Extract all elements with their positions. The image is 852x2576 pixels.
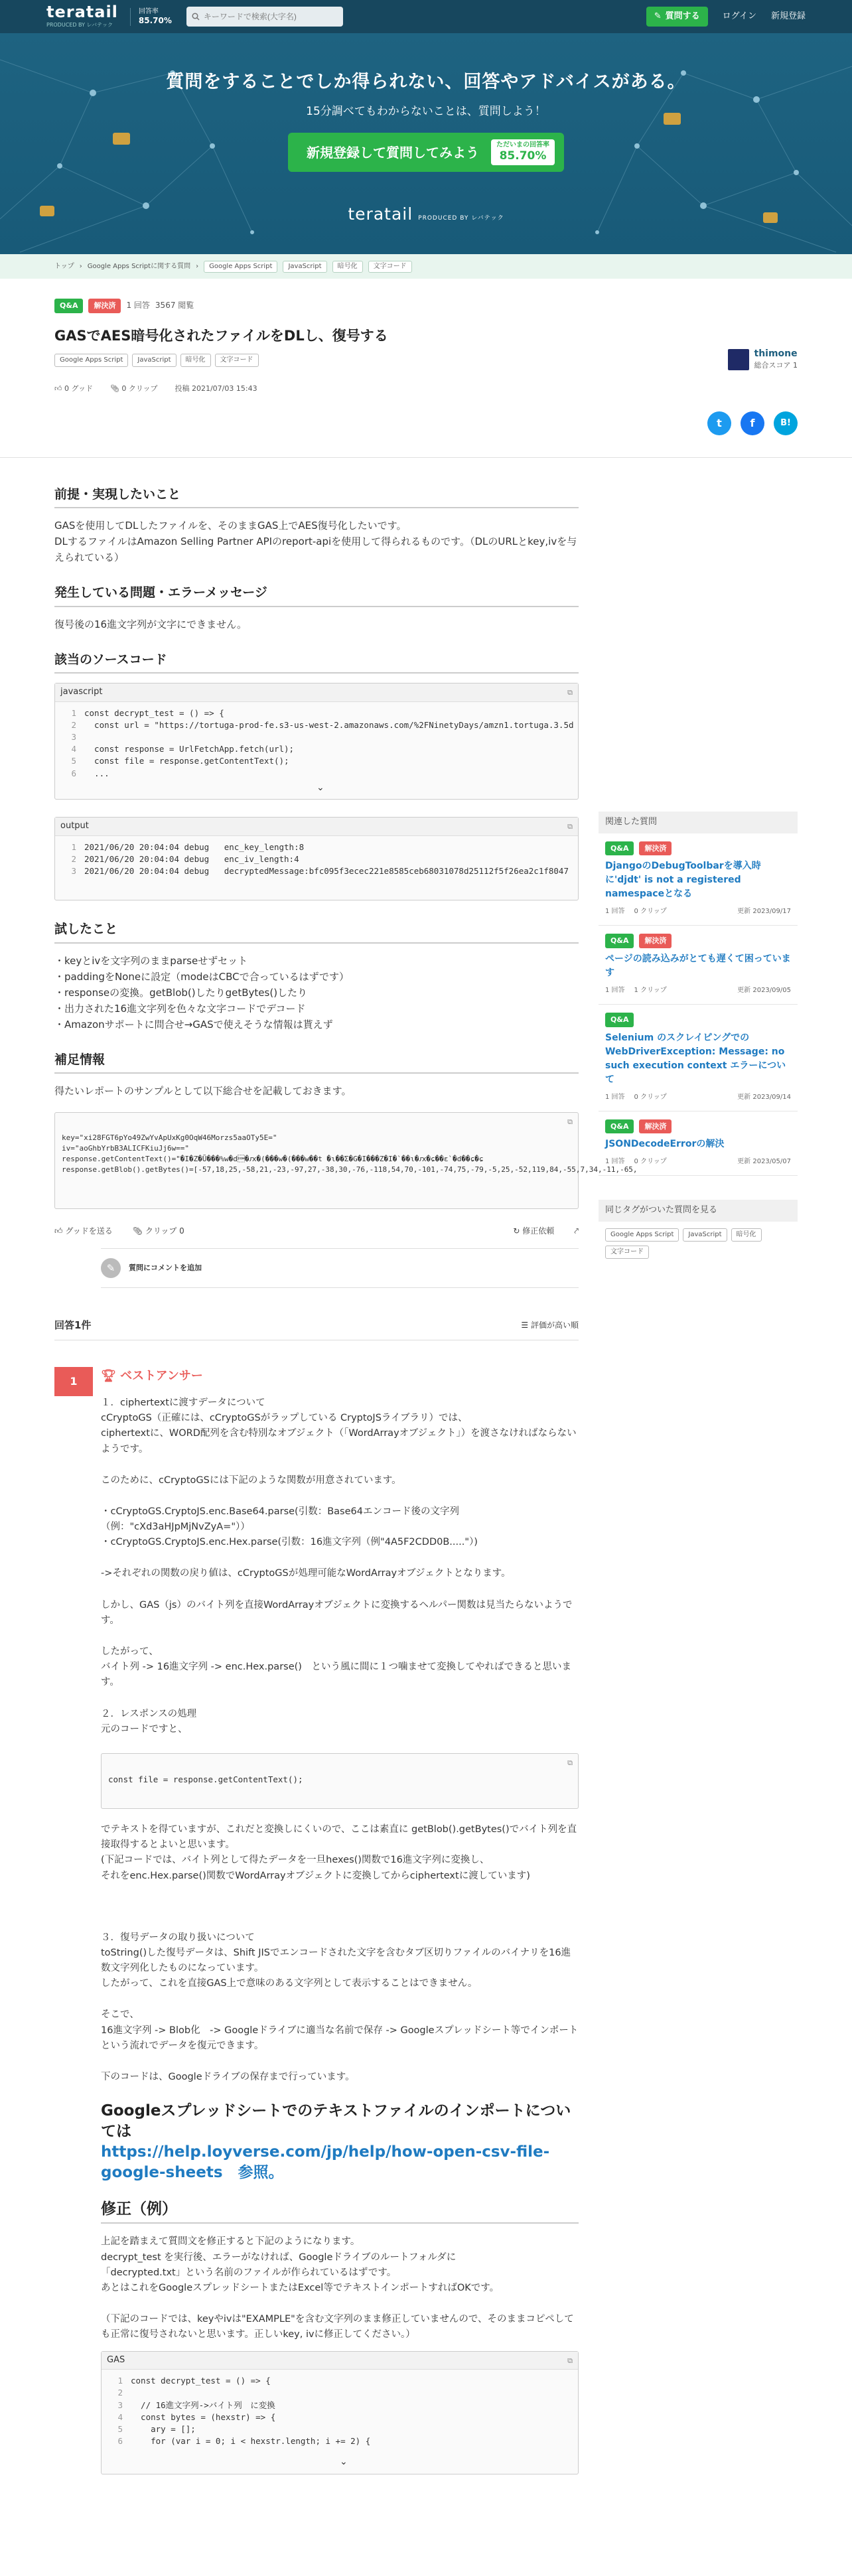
chevron-right-icon: › <box>79 262 82 270</box>
answer-text: しかし、GAS（js）のバイト列を直接WordArrayオブジェクトに変換するヘルパー関数は見当たらないようです。 <box>101 1599 573 1626</box>
related-question-title[interactable]: ページの読み込みがとても遅くて困っています <box>605 953 791 978</box>
copy-icon[interactable]: ⧉ <box>567 2356 573 2365</box>
solved-badge: 解決済 <box>88 299 121 313</box>
related-date: 更新 2023/09/14 <box>737 1093 791 1101</box>
answer-text: 下のコードは、Googleドライブの保存まで行っています。 <box>101 2072 355 2082</box>
qa-badge: Q&A <box>605 1119 634 1134</box>
question-header <box>0 279 852 458</box>
tag-link[interactable]: Google Apps Script <box>605 1228 679 1242</box>
breadcrumb-tag[interactable]: Google Apps Script <box>204 261 277 273</box>
send-good-button[interactable]: 👍︎ グッドを送る <box>54 1226 113 1236</box>
tag-link[interactable]: 文字コード <box>605 1246 649 1259</box>
view-count: 3567 閲覧 <box>155 301 194 311</box>
cta-rate-value: 85.70% <box>499 149 547 163</box>
code-line: for (var i = 0; i < hexstr.length; i += 2) { <box>131 2435 371 2446</box>
hero-brand-name: teratail <box>348 204 413 224</box>
related-question-title[interactable]: Selenium のスクレイピングでの WebDriverException: Message: no such execution context エラーについて <box>605 1032 786 1085</box>
breadcrumb <box>0 254 852 279</box>
tag-link[interactable]: 文字コード <box>215 354 259 367</box>
code-content: 1 const decrypt_test = () => { 2 const url = "https://tortuga-prod-fe.s3-us-west-2.amazonaws.com/%2FNinetyDays/amzn1.tortuga.3.5d 3 4 const response = UrlFetchApp.fetch(url); 5 const file = response.getContentText(); 6 ... <box>71 707 574 778</box>
code-line: ... <box>84 768 109 778</box>
signup-link[interactable]: 新規登録 <box>770 11 806 21</box>
site-logo[interactable] <box>46 4 118 30</box>
good-button[interactable] <box>54 383 93 395</box>
author-score: 総合スコア 1 <box>754 360 798 370</box>
clip-button[interactable] <box>110 383 158 395</box>
code-language: output <box>55 818 578 836</box>
sort-label: 評価が高い順 <box>530 1320 579 1330</box>
answer-text: という流れでデータを復元できます。 <box>101 2040 264 2051</box>
answer-text: ->それぞれの関数の戻り値は、cCryptoGSが処理可能なWordArrayオブジェクトとなります。 <box>101 1568 511 1579</box>
best-answer-text: ベストアンサー <box>120 1369 203 1384</box>
answer-text: 元のコードですと、 <box>101 1723 188 1735</box>
breadcrumb-tag[interactable]: 暗号化 <box>332 261 363 273</box>
answer-text: でテキストを得ていますが、これだと変換しにくいので、ここは素直に getBlob().getBytes()でバイト列を直接取得するとよいと思います。 <box>101 1824 577 1851</box>
expand-chevron-icon[interactable]: ⌄ <box>317 782 324 793</box>
code-line: const url = "https://tortuga-prod-fe.s3-us-west-2.amazonaws.com/%2FNinetyDays/amzn1.tortuga.3.5d <box>84 720 574 731</box>
answer-text: (下記コードでは、バイト列として得たデータを一旦hexes()関数で16進文字列に変換し、 <box>101 1855 490 1866</box>
body-text: 得たいレポートのサンプルとして以下総合せを記載しておきます。 <box>54 1084 352 1097</box>
code-line: const response = UrlFetchApp.fetch(url); <box>84 744 295 754</box>
answer-text: したがって、これを直接GAS上で意味のある文字列として表示することはできません。 <box>101 1978 478 1989</box>
list-item: ・出力された16進文字列を色々な文字コードでデコード <box>54 1002 306 1015</box>
code-line: response.getBlob().getBytes()=[-57,18,25,-58,21,-23,-97,27,-38,30,-76,-118,54,70,-101,-74,75,-79,-5,25,-52,119,84,-55,7,34,-11,-65, <box>62 1165 638 1174</box>
answers-header <box>54 1317 579 1340</box>
related-clips: 0 クリップ <box>634 1093 667 1101</box>
related-questions-heading: 関連した質問 <box>599 812 798 833</box>
send-good-label: グッドを送る <box>65 1226 113 1236</box>
related-answers: 1 回答 <box>605 908 625 916</box>
code-block <box>101 2351 579 2474</box>
answer-text: あとはこれをGoogleスプレッドシートまたはExcel等でテキストインポートすればOKです。 <box>101 2282 500 2293</box>
related-clips: 0 クリップ <box>634 908 667 916</box>
logo-text: teratail <box>46 2 118 21</box>
author-name: thimone <box>754 348 798 359</box>
section-heading: 補足情報 <box>54 1050 579 1074</box>
tag-link[interactable]: JavaScript <box>132 354 176 367</box>
answer-count: 1 回答 <box>126 301 150 311</box>
sidebar <box>599 812 798 1265</box>
related-question[interactable] <box>599 1111 798 1177</box>
qa-badge: Q&A <box>54 299 83 313</box>
answer-text: そこで、 <box>101 2009 139 2021</box>
clip-button[interactable]: 📎︎ クリップ 0 <box>132 1226 184 1236</box>
breadcrumb-top[interactable]: トップ <box>54 262 74 270</box>
best-answer-label <box>101 1367 579 1386</box>
body-text: DLするファイルはAmazon Selling Partner APIのreport-apiを使用して得られるものです。（DLのURLとkey,ivを与えられている） <box>54 536 577 564</box>
code-line: const decrypt_test = () => { <box>84 707 224 718</box>
avatar <box>728 349 749 370</box>
related-answers: 1 回答 <box>605 986 625 994</box>
related-clips: 1 クリップ <box>634 986 667 994</box>
answer-text: それをenc.Hex.parse()関数でWordArrayオブジェクトに変換してからciphertextに渡しています) <box>101 1870 530 1881</box>
answer-text: したがって、 <box>101 1646 159 1657</box>
code-line: 2021/06/20 20:04:04 debug decryptedMessage:bfc095f3ecec221e8585ceb68031078d25112f5f26ea2c1f8047 <box>84 866 569 877</box>
code-language: javascript <box>55 683 578 702</box>
add-comment-row[interactable] <box>101 1248 579 1288</box>
logo-sub: PRODUCED BY レバテック <box>46 21 113 28</box>
thumbs-up-icon: 👍︎ <box>54 384 64 394</box>
answer-text: 「decrypted.txt」という名前のファイルが作られているはずです。 <box>101 2267 397 2278</box>
code-language: GAS <box>102 2352 578 2370</box>
body-text: GASを使用してDLしたファイルを、そのままGAS上でAES復号化したいです。 <box>54 520 407 532</box>
question-actions <box>54 1225 579 1238</box>
code-line: const file = response.getContentText(); <box>84 756 289 766</box>
answer-text: 16進文字列 -> Blob化 -> Googleドライブに適当な名前で保存 -> Googleスプレッドシート等でインポート <box>101 2025 579 2036</box>
hero-brand-sub: PRODUCED BY レバテック <box>418 214 504 222</box>
share-icon[interactable]: ⤤ <box>574 1226 579 1236</box>
section-heading: 前提・実現したいこと <box>54 484 579 508</box>
posted-date: 投稿 2021/07/03 15:43 <box>175 384 257 394</box>
solved-badge: 解決済 <box>639 1119 672 1134</box>
related-date: 更新 2023/09/17 <box>737 908 791 916</box>
related-date: 更新 2023/05/07 <box>737 1158 791 1166</box>
trophy-icon: 🏆︎ <box>101 1369 121 1384</box>
copy-icon[interactable]: ⧉ <box>567 822 573 831</box>
import-help-link[interactable]: https://help.loyverse.com/jp/help/how-open-csv-file-google-sheets <box>101 2143 550 2182</box>
expand-chevron-icon[interactable]: ⌄ <box>340 2457 348 2468</box>
breadcrumb-tag[interactable]: 文字コード <box>368 261 412 273</box>
code-line: 2021/06/20 20:04:04 debug enc_key_length:8 <box>84 841 305 852</box>
answers-count: 回答1件 <box>54 1319 92 1332</box>
answer-rate-label: 回答率 <box>138 7 159 15</box>
add-comment-label: 質問にコメントを追加 <box>129 1263 202 1273</box>
code-content: 1 const decrypt_test = () => { 2 3 // 16進文字列->バイト列 に変換 4 const bytes = (hexstr) => { 5 ary = []; 6 for (var i = 0; i < hexstr.length; i += 2) { <box>117 2376 371 2446</box>
code-content: 1 2021/06/20 20:04:04 debug enc_key_length:8 2 2021/06/20 20:04:04 debug enc_iv_length:4 3 2021/06/20 20:04:04 debug decryptedMessage:bfc095f3ecec221e8585ceb68031078d25112f5f26ea2c1f8047 <box>71 841 569 877</box>
code-line: const decrypt_test = () => { <box>131 2376 271 2386</box>
code-line: response.getContentText()="�I�Z�Ũ���%w�d�ԕ�(���w�(���w��t �ɩ��Ʃ�G�I���Z�I�`��ɩ�ԕ�ɕ��ɛ`�d��ɕ�ɕ <box>62 1154 484 1163</box>
hatena-bookmark-icon[interactable]: B! <box>774 411 798 435</box>
list-item: ・keyとivを文字列のままparseせずセット <box>54 954 248 967</box>
answer-rate-value: 85.70% <box>138 15 172 25</box>
hero-title: 質問をすることでしか得られない、回答やアドバイスがある。 <box>166 72 686 92</box>
content-area <box>0 458 852 2576</box>
tag-link[interactable]: Google Apps Script <box>54 354 128 367</box>
best-answer <box>54 1367 579 2474</box>
answer-text: （例："cXd3aHJpMjNvZyA="）） <box>101 1522 250 1533</box>
code-line: 2021/06/20 20:04:04 debug enc_iv_length:4 <box>84 854 299 865</box>
tag-link[interactable]: 暗号化 <box>180 354 211 367</box>
related-question[interactable] <box>599 833 798 926</box>
qa-badge: Q&A <box>605 841 634 856</box>
search-box <box>186 7 343 27</box>
twitter-icon[interactable]: t <box>707 411 731 435</box>
answer-text: このために、cCryptoGSには下記のような関数が用意されています。 <box>101 1474 401 1486</box>
qa-badge: Q&A <box>605 934 634 948</box>
section-heading: 試したこと <box>54 919 579 943</box>
answer-text: バイト列 -> 16進文字列 -> enc.Hex.parse() という風に間に１つ噛ませて変換してやればできると思います。 <box>101 1662 571 1688</box>
list-item: ・Amazonサポートに問合せ→GASで使えそうな情報は貰えず <box>54 1018 333 1031</box>
related-date: 更新 2023/09/05 <box>737 986 791 994</box>
related-question-title[interactable]: DjangoのDebugToolbarを導入時に'djdt' is not a registered namespaceとなる <box>605 861 761 900</box>
search-icon <box>192 13 200 21</box>
ask-question-button[interactable] <box>646 7 708 27</box>
pencil-icon: ✎ <box>654 11 662 21</box>
related-answers: 1 回答 <box>605 1093 625 1101</box>
code-block <box>101 1753 579 1809</box>
answer-rate <box>130 8 172 26</box>
cta-answer-rate <box>491 139 555 165</box>
answer-text: toString()した復号データは、Shift JISでエンコードされた文字を含むタブ区切りファイルのバイナリを16進数文字列化したものになっています。 <box>101 1947 571 1974</box>
list-item: ・paddingをNoneに設定（modeはCBCで合っているはずです） <box>54 970 350 983</box>
solved-badge: 解決済 <box>639 841 672 856</box>
cta-rate-label: ただいまの回答率 <box>496 141 549 149</box>
paperclip-icon: 📎︎ <box>109 384 122 394</box>
code-line: key="xi28FGT6pYo49ZwYvApUxKg0OqW46Morzs5aaOTy5E=" <box>62 1133 277 1142</box>
signup-cta-button[interactable] <box>288 133 564 171</box>
answer-heading: 修正（例） <box>101 2199 579 2224</box>
answer-heading-text: Googleスプレッドシートでのテキストファイルのインポートについては <box>101 2102 571 2141</box>
login-link[interactable]: ログイン <box>722 11 756 21</box>
code-block <box>54 817 579 900</box>
question-tags <box>54 354 798 367</box>
chevron-right-icon: › <box>196 262 199 270</box>
qa-badge: Q&A <box>605 1013 634 1027</box>
section-heading: 該当のソースコード <box>54 650 579 674</box>
search-input[interactable] <box>204 12 336 21</box>
code-line: iv="aoGhbYrbB3ALICFKiuJj6w==" <box>62 1143 190 1153</box>
answer-text: decrypt_test を実行後、エラーがなければ、Googleドライブのルートフォルダに <box>101 2252 457 2263</box>
related-question[interactable] <box>599 1005 798 1111</box>
answer-text: ・cCryptoGS.CryptoJS.enc.Base64.parse(引数：Base64エンコード後の文字列 <box>101 1506 459 1517</box>
answer-text: 上記を踏まえて質問文を修正すると下記のようになります。 <box>101 2236 360 2248</box>
same-tag-list <box>599 1222 798 1265</box>
body-text: 復号後の16進文字列が文字にできません。 <box>54 618 247 630</box>
hero-subtitle: 15分調べてもわからないことは、質問しよう！ <box>306 105 546 119</box>
clip-count: 0 クリップ <box>121 384 158 394</box>
top-navbar <box>0 0 852 33</box>
import-link-suffix: 参照。 <box>222 2164 284 2182</box>
related-clips: 0 クリップ <box>634 1158 667 1166</box>
edit-request-button[interactable]: ↻ 修正依頼 <box>513 1226 555 1236</box>
pencil-icon: ✎ <box>101 1258 121 1278</box>
code-content: const file = response.getContentText(); <box>108 1774 303 1784</box>
question-author[interactable] <box>728 348 798 371</box>
copy-icon[interactable]: ⧉ <box>567 1758 573 1767</box>
copy-icon[interactable]: ⧉ <box>567 688 573 697</box>
solved-badge: 解決済 <box>639 934 672 948</box>
tag-link[interactable]: JavaScript <box>683 1228 727 1242</box>
answer-text: （下記のコードでは、keyやivは"EXAMPLE"を含む文字列のまま修正していませんので、そのままコピペしても正常に復号されないと思います。正しいkey, ivに修正してください。） <box>101 2314 574 2340</box>
code-line: ary = []; <box>131 2423 196 2434</box>
section-heading: 発生している問題・エラーメッセージ <box>54 583 579 607</box>
answer-text: ciphertextに、WORD配列を含む特別なオブジェクト（「WordArrayオブジェクト」）を渡さなければならないようです。 <box>101 1428 577 1455</box>
breadcrumb-tag[interactable]: JavaScript <box>283 261 326 273</box>
share-buttons <box>707 411 798 435</box>
answer-heading <box>101 2101 579 2183</box>
answer-text: cCryptoGS（正確には、cCryptoGSがラップしている CryptoJSライブラリ）では、 <box>101 1413 468 1424</box>
good-count: 0 グッド <box>64 384 93 394</box>
code-line: const bytes = (hexstr) => { <box>131 2411 276 2422</box>
copy-icon[interactable]: ⧉ <box>567 1117 573 1126</box>
cta-label: 新規登録して質問してみよう <box>307 144 479 161</box>
clip-label: クリップ 0 <box>145 1226 184 1236</box>
code-block <box>54 683 579 800</box>
sort-dropdown[interactable]: ☰ 評価が高い順 <box>521 1320 579 1330</box>
ask-button-label: 質問する <box>665 11 700 21</box>
answer-text: ２．レスポンスの処理 <box>101 1708 197 1719</box>
tag-link[interactable]: 暗号化 <box>731 1228 762 1242</box>
breadcrumb-category[interactable]: Google Apps Scriptに関する質問 <box>87 262 191 270</box>
related-question-title[interactable]: JSONDecodeErrorの解決 <box>605 1139 725 1150</box>
answer-text: ・cCryptoGS.CryptoJS.enc.Hex.parse(引数：16進文字列（例"4A5F2CDD0B....."）) <box>101 1537 478 1548</box>
answer-text: ３．復号データの取り扱いについて <box>101 1932 255 1943</box>
same-tag-heading: 同じタグがついた質問を見る <box>599 1200 798 1222</box>
question-title: GASでAES暗号化されたファイルをDLし、復号する <box>54 327 388 344</box>
edit-request-label: 修正依頼 <box>522 1226 555 1236</box>
facebook-icon[interactable]: f <box>741 411 764 435</box>
list-item: ・responseの変換。getBlob()したりgetBytes()したり <box>54 986 308 999</box>
hero-banner <box>0 33 852 254</box>
related-answers: 1 回答 <box>605 1158 625 1166</box>
code-line: // 16進文字列->バイト列 に変換 <box>131 2399 275 2410</box>
related-question[interactable] <box>599 926 798 1005</box>
answer-rank: 1 <box>54 1367 93 1396</box>
hero-brand <box>0 201 852 228</box>
answer-text: １．ciphertextに渡すデータについて <box>101 1397 265 1408</box>
